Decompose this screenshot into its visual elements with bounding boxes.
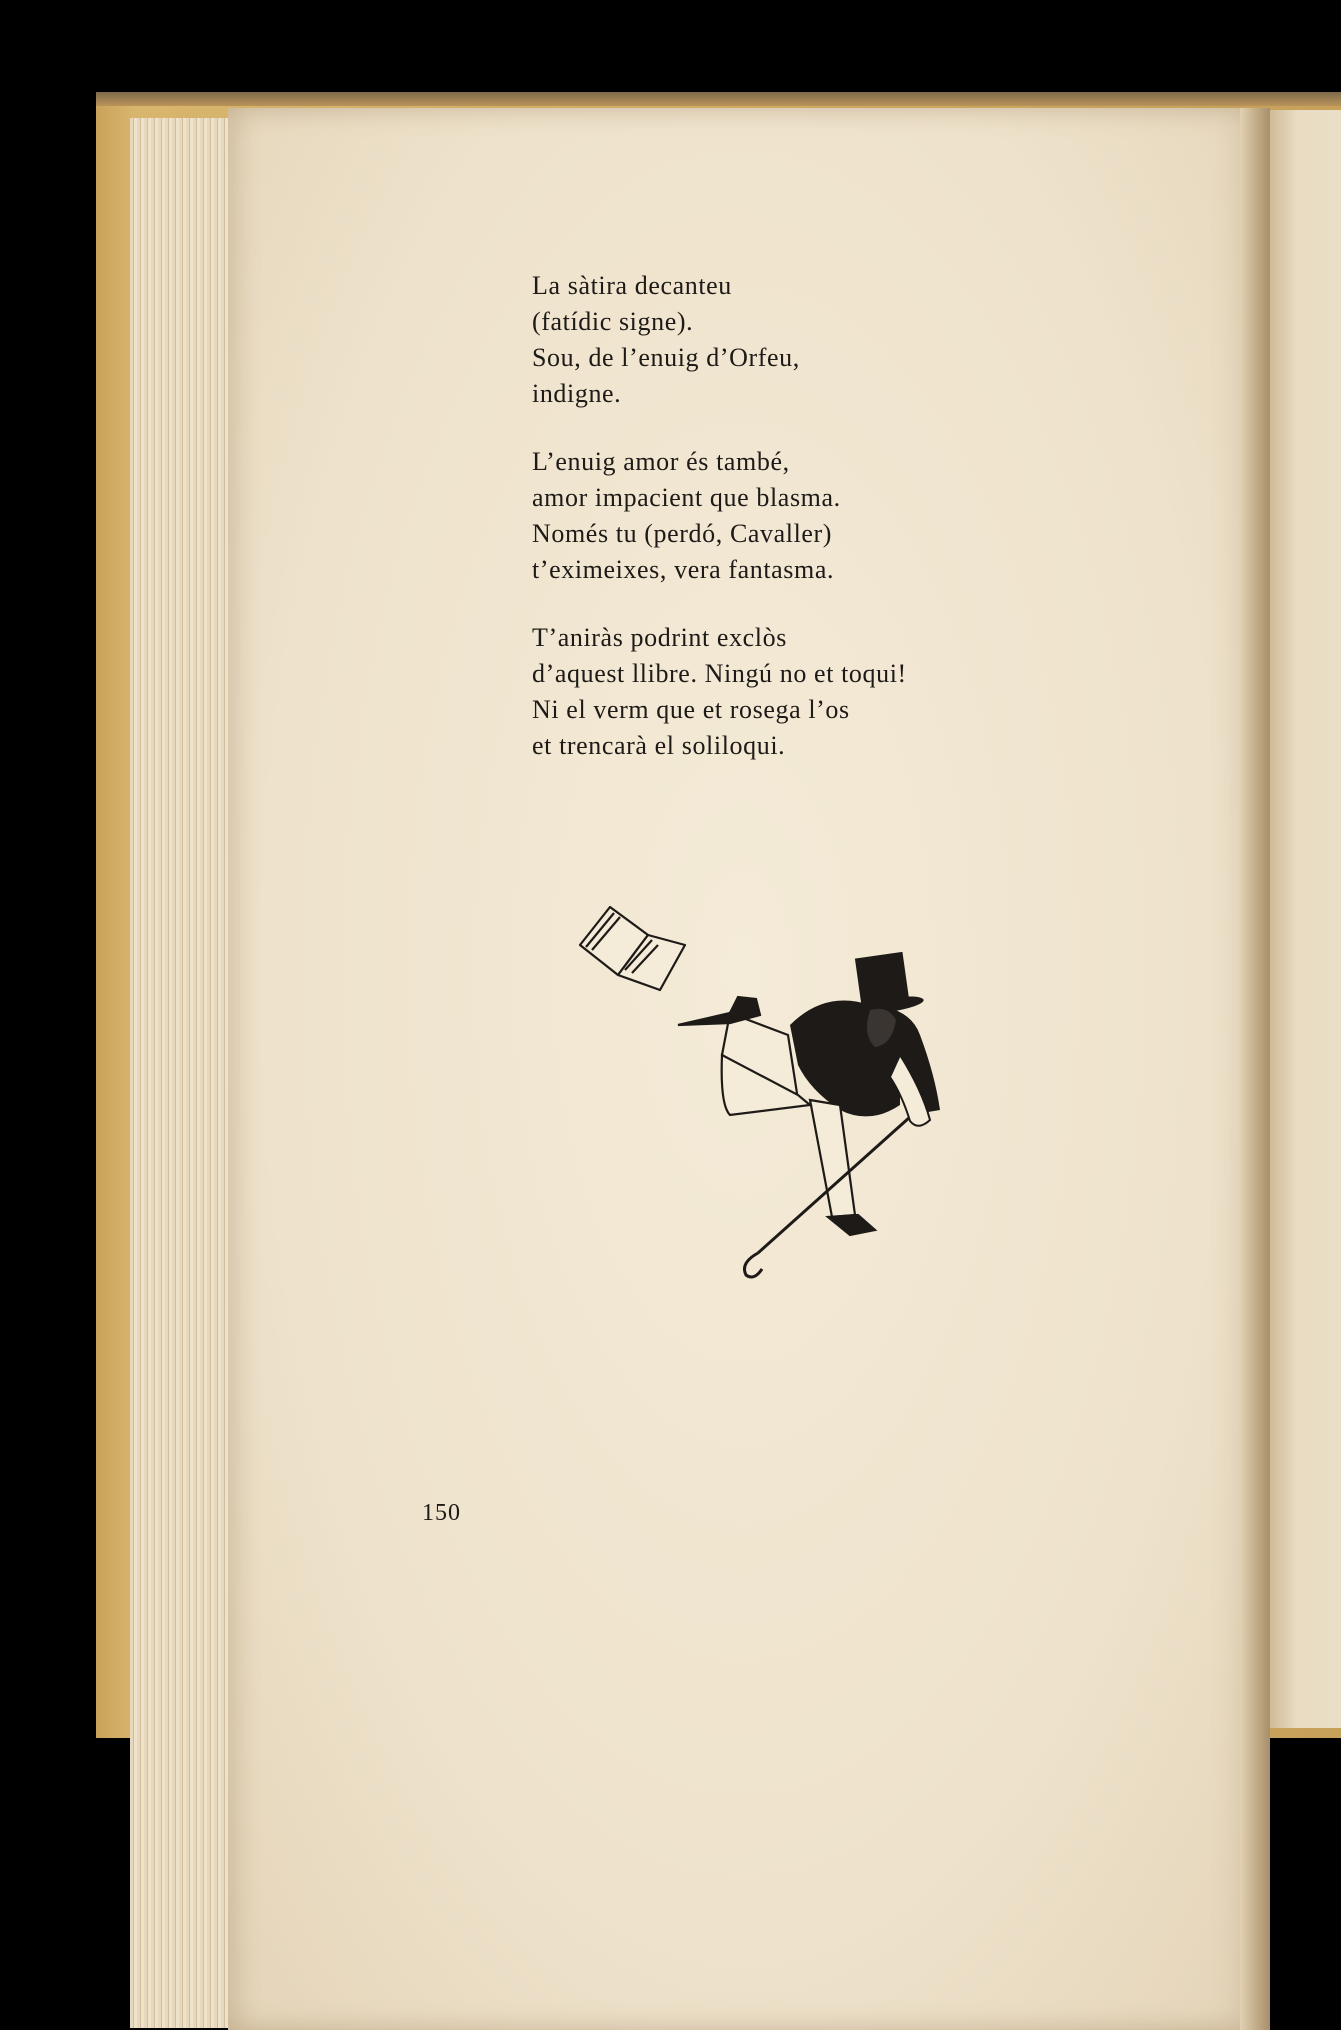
- stanza: [532, 444, 1052, 588]
- stanza: [532, 268, 1052, 412]
- poem-line: t’eximeixes, vera fantasma.: [532, 555, 835, 584]
- page-gutter: [1240, 108, 1270, 2030]
- running-gentleman-illustration: [570, 895, 1030, 1345]
- poem-line: La sàtira decanteu: [532, 271, 732, 300]
- poem-line: L’enuig amor és també,: [532, 447, 790, 476]
- poem-line: Només tu (perdó, Cavaller): [532, 519, 833, 548]
- cover-top-edge: [96, 92, 1341, 106]
- poem-line: (fatídic signe).: [532, 307, 694, 336]
- stanza: [532, 620, 1052, 764]
- next-page: [1268, 110, 1341, 1728]
- standing-leg: [810, 1100, 875, 1235]
- page-stack-edge: [130, 118, 230, 2028]
- poem-line: Ni el verm que et rosega l’os: [532, 695, 850, 724]
- poem-line: Sou, de l’enuig d’Orfeu,: [532, 343, 800, 372]
- poem-line: T’aniràs podrint exclòs: [532, 623, 787, 652]
- poem-line: amor impacient que blasma.: [532, 483, 841, 512]
- flying-book-icon: [580, 907, 685, 990]
- page-number: 150: [422, 1500, 461, 1526]
- poem-line: d’aquest llibre. Ningú no et toqui!: [532, 659, 907, 688]
- poem: [532, 268, 1052, 796]
- poem-line: indigne.: [532, 379, 622, 408]
- poem-line: et trencarà el soliloqui.: [532, 731, 786, 760]
